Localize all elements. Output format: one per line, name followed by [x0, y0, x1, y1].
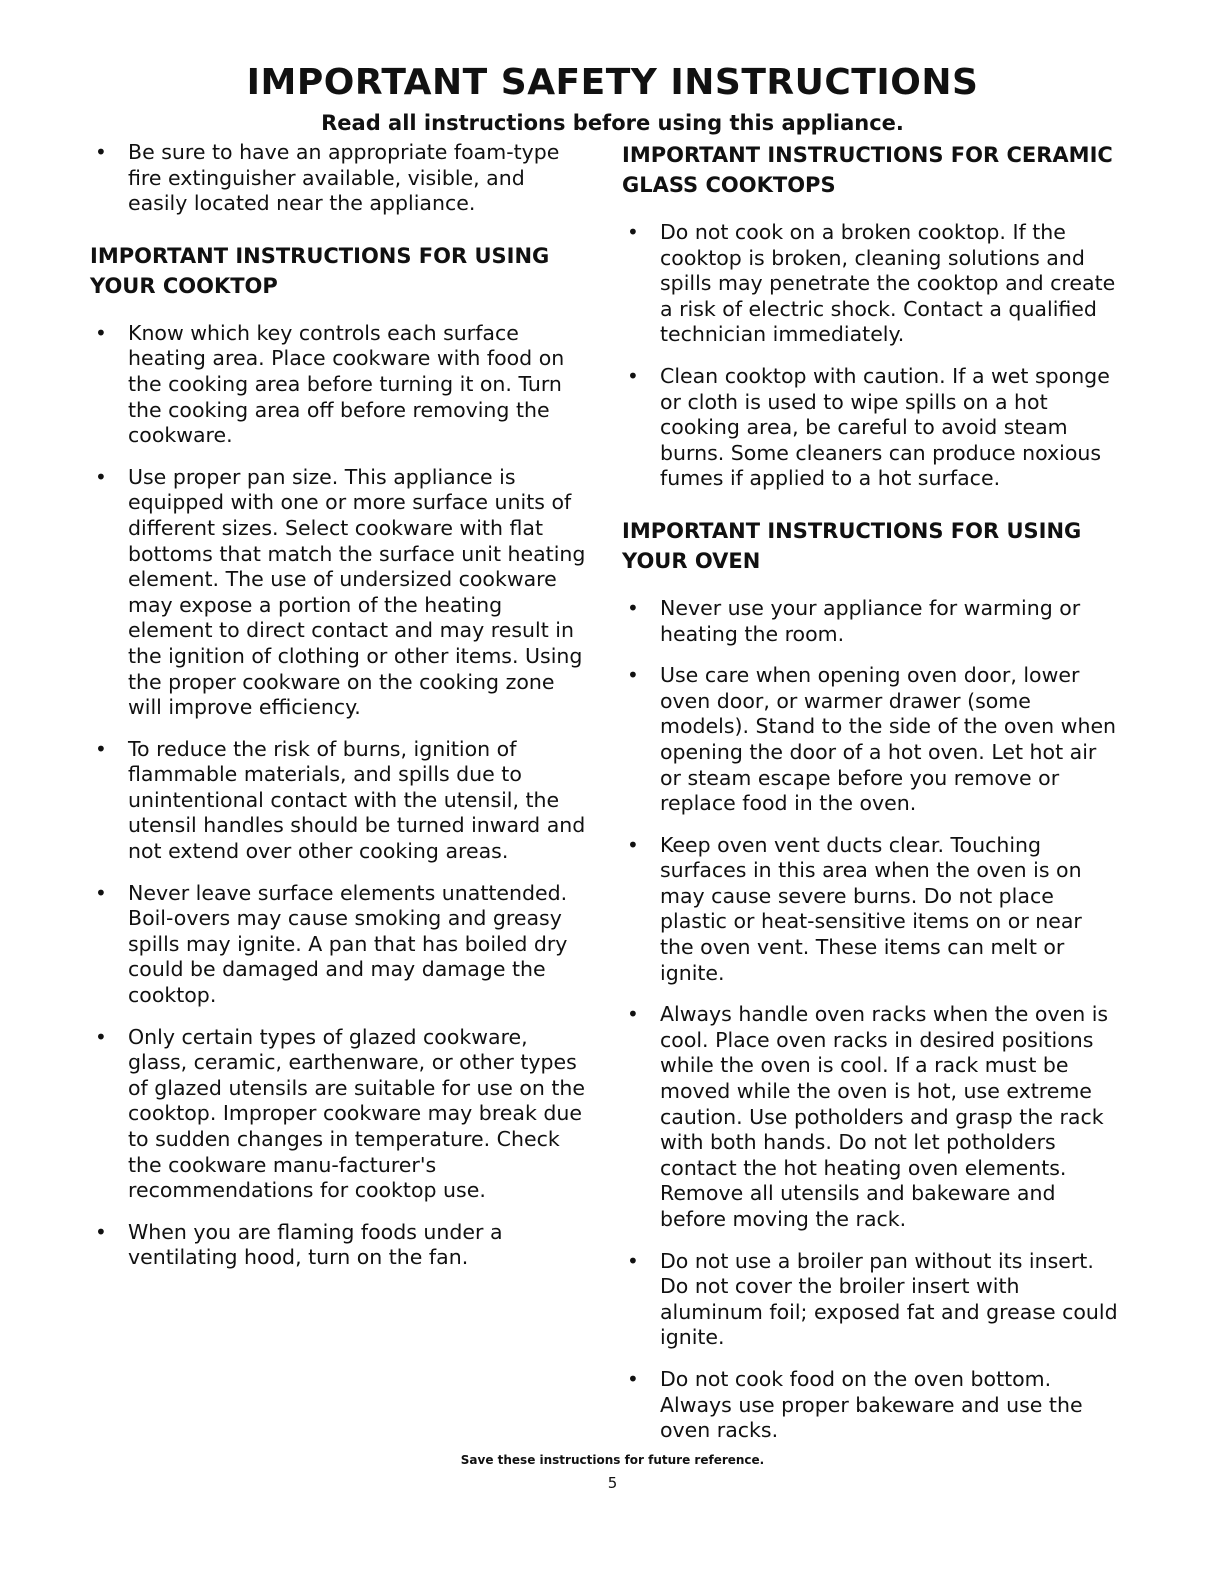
page-subtitle: Read all instructions before using this appliance.	[321, 111, 904, 135]
footer-note: Save these instructions for future reference.	[460, 1453, 765, 1467]
page-title: IMPORTANT SAFETY INSTRUCTIONS	[246, 62, 979, 103]
list-item: • Use care when opening oven door, lower oven door, or warmer drawer (some models). Stand to the side of the oven when opening the door of a hot oven. Let hot air or steam escape before you remove or replace food in the oven.	[622, 663, 1122, 817]
list-item: • Know which key controls each surface heating area. Place cookware with food on the cooking area before turning it on. Turn the cooking area off before removing the cookware.	[90, 321, 590, 449]
page-number: 5	[607, 1474, 618, 1492]
list-item: • Clean cooktop with caution. If a wet sponge or cloth is used to wipe spills on a hot cooking area, be careful to avoid steam burns. Some cleaners can produce noxious fumes if applied to a hot surface.	[622, 364, 1122, 492]
right-column	[622, 140, 1122, 1460]
intro-bullet-list	[90, 140, 590, 217]
section-heading-oven: IMPORTANT INSTRUCTIONS FOR USING YOUR OVEN	[622, 518, 1082, 573]
list-item: • To reduce the risk of burns, ignition of flammable materials, and spills due to unintentional contact with the utensil, the utensil handles should be turned inward and not extend over other cooking areas.	[90, 737, 590, 865]
oven-bullet-list	[622, 596, 1122, 1444]
ceramic-glass-bullet-list	[622, 220, 1122, 492]
list-item: • Do not cook food on the oven bottom. Always use proper bakeware and use the oven racks.	[622, 1367, 1122, 1444]
list-item: • Always handle oven racks when the oven is cool. Place oven racks in desired positions while the oven is cool. If a rack must be moved while the oven is hot, use extreme caution. Use potholders and grasp the rack with both hands. Do not let potholders contact the hot heating oven elements. Remove all utensils and bakeware and before moving the rack.	[622, 1002, 1122, 1232]
list-item: • Do not use a broiler pan without its insert. Do not cover the broiler insert with aluminum foil; exposed fat and grease could ignite.	[622, 1249, 1122, 1351]
list-item: • When you are flaming foods under a ventilating hood, turn on the fan.	[90, 1220, 590, 1271]
list-item: • Be sure to have an appropriate foam-type fire extinguisher available, visible, and easily located near the appliance.	[90, 140, 590, 217]
list-item: • Never leave surface elements unattended. Boil-overs may cause smoking and greasy spills may ignite. A pan that has boiled dry could be damaged and may damage the cooktop.	[90, 881, 590, 1009]
section-heading-ceramic-glass: IMPORTANT INSTRUCTIONS FOR CERAMIC GLASS COOKTOPS	[622, 143, 1113, 197]
cooktop-bullet-list	[90, 321, 590, 1271]
list-item: • Only certain types of glazed cookware, glass, ceramic, earthenware, or other types of glazed utensils are suitable for use on the cooktop. Improper cookware may break due to sudden changes in temperature. Check the cookware manu-facturer's recommendations for cooktop use.	[90, 1025, 590, 1204]
section-heading-cooktop: IMPORTANT INSTRUCTIONS FOR USING YOUR COOKTOP	[90, 243, 550, 298]
list-item: • Do not cook on a broken cooktop. If the cooktop is broken, cleaning solutions and spills may penetrate the cooktop and create a risk of electric shock. Contact a qualified technician immediately.	[622, 220, 1122, 348]
list-item: • Keep oven vent ducts clear. Touching surfaces in this area when the oven is on may cause severe burns. Do not place plastic or heat-sensitive items on or near the oven vent. These items can melt or ignite.	[622, 833, 1122, 987]
list-item: • Use proper pan size. This appliance is equipped with one or more surface units of different sizes. Select cookware with flat bottoms that match the surface unit heating element. The use of undersized cookware may expose a portion of the heating element to direct contact and may result in the ignition of clothing or other items. Using the proper cookware on the cooking zone will improve efficiency.	[90, 465, 590, 721]
left-column	[90, 140, 590, 1287]
list-item: • Never use your appliance for warming or heating the room.	[622, 596, 1122, 647]
